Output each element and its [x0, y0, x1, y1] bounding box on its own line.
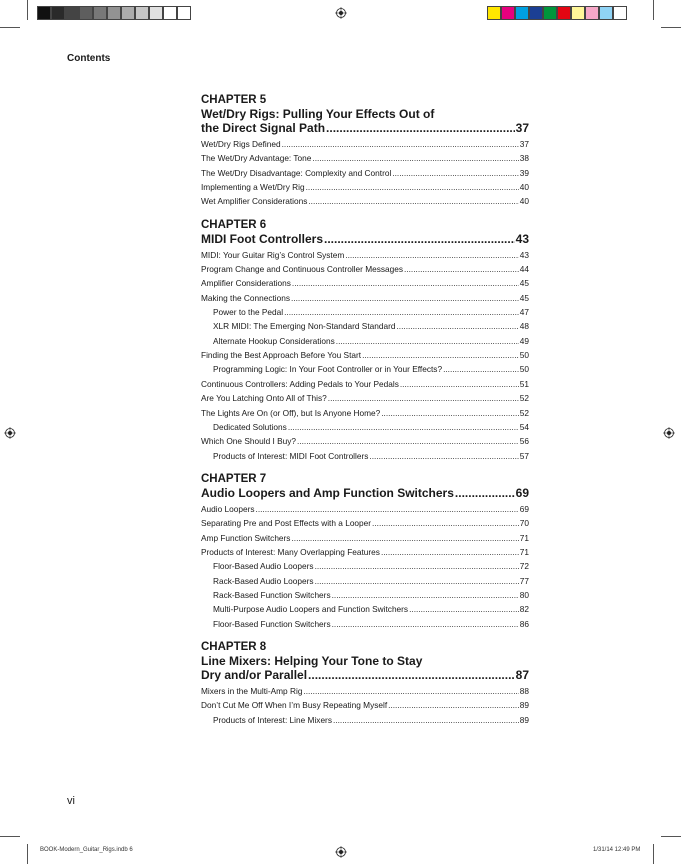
chapter-number: CHAPTER 5	[201, 94, 267, 106]
entry-page-number: 45	[519, 278, 529, 289]
grayscale-color-bar	[37, 6, 191, 20]
entry-title: Continuous Controllers: Adding Pedals to Your Pedals	[201, 378, 399, 389]
entry-page-number: 72	[519, 561, 529, 572]
toc-entry	[201, 502, 529, 516]
dot-leader	[315, 559, 519, 573]
entry-title: XLR MIDI: The Emerging Non-Standard Standard	[213, 321, 396, 332]
color-swatch	[529, 6, 543, 20]
dot-leader	[297, 434, 519, 448]
entry-page-number: 71	[519, 532, 529, 543]
color-swatch	[163, 6, 177, 20]
entry-title: Programming Logic: In Your Foot Controller or in Your Effects?	[213, 364, 443, 375]
toc-entry	[201, 377, 529, 391]
toc-entry	[201, 276, 529, 290]
dot-leader	[306, 180, 519, 194]
toc-entry	[201, 262, 529, 276]
entry-title: Products of Interest: MIDI Foot Controllers	[213, 450, 369, 461]
chapter-block	[201, 218, 529, 463]
dot-leader	[396, 319, 518, 333]
toc-entry	[201, 248, 529, 262]
entry-title: Wet/Dry Rigs Defined	[201, 139, 281, 149]
entry-title: Dedicated Solutions	[213, 421, 287, 432]
toc-entry	[201, 151, 529, 165]
dot-leader	[282, 137, 519, 151]
color-swatch	[599, 6, 613, 20]
entry-title: Power to the Pedal	[213, 307, 284, 318]
entry-title: Floor-Based Function Switchers	[213, 618, 331, 629]
toc-entry	[201, 180, 529, 194]
toc-entry	[201, 449, 529, 463]
color-swatch	[79, 6, 93, 20]
color-swatch	[177, 6, 191, 20]
toc-entry	[201, 516, 529, 530]
toc-entry	[201, 617, 529, 631]
entry-title: Mixers in the Multi-Amp Rig	[201, 685, 303, 696]
entry-title: The Lights Are On (or Off), but Is Anyone Home?	[201, 407, 381, 418]
chapter-block	[201, 472, 529, 631]
entry-title: Wet Amplifier Considerations	[201, 196, 308, 207]
dot-leader	[308, 668, 515, 682]
crop-mark	[27, 844, 28, 864]
dot-leader	[303, 684, 518, 698]
dot-leader	[381, 545, 519, 559]
dot-leader	[288, 420, 519, 434]
toc-entry	[201, 545, 529, 559]
chapter-block	[201, 93, 529, 209]
dot-leader	[291, 531, 518, 545]
entry-title: Separating Pre and Post Effects with a Looper	[201, 518, 372, 529]
entry-page-number: 40	[519, 196, 529, 207]
chapter-page-number: 87	[515, 667, 529, 682]
toc-entry	[201, 684, 529, 698]
running-header: Contents	[67, 53, 111, 64]
chapter-title: Dry and/or Parallel	[201, 667, 308, 682]
color-swatch	[543, 6, 557, 20]
entry-page-number: 69	[519, 503, 529, 514]
color-swatch	[501, 6, 515, 20]
dot-leader	[332, 617, 519, 631]
registration-mark-left-icon	[4, 427, 16, 439]
dot-leader	[284, 305, 519, 319]
entry-title: Program Change and Continuous Controller Messages	[201, 264, 404, 275]
toc-entry	[201, 559, 529, 573]
entry-page-number: 47	[519, 307, 529, 318]
entry-page-number: 89	[519, 714, 529, 725]
chapter-page-number: 69	[515, 485, 529, 500]
chapter-title-entry	[201, 232, 529, 246]
toc-entry	[201, 574, 529, 588]
toc-entry	[201, 698, 529, 712]
color-swatch	[557, 6, 571, 20]
entry-title: Implementing a Wet/Dry Rig	[201, 182, 305, 193]
color-swatch	[515, 6, 529, 20]
entry-page-number: 44	[519, 264, 529, 275]
crop-mark	[0, 27, 20, 28]
dot-leader	[392, 166, 518, 180]
toc-entry	[201, 362, 529, 376]
dot-leader	[362, 348, 519, 362]
color-swatch	[65, 6, 79, 20]
dot-leader	[388, 698, 519, 712]
chapter-number: CHAPTER 8	[201, 640, 267, 653]
dot-leader	[312, 151, 518, 165]
toc-entry	[201, 602, 529, 616]
entry-page-number: 82	[519, 604, 529, 615]
entry-page-number: 88	[519, 685, 529, 696]
entry-page-number: 89	[519, 700, 529, 711]
dot-leader	[404, 262, 519, 276]
dot-leader	[332, 588, 519, 602]
dot-leader	[455, 486, 515, 500]
page-number: vi	[67, 795, 75, 807]
crop-mark	[653, 844, 654, 864]
dot-leader	[381, 406, 519, 420]
entry-page-number: 71	[519, 546, 529, 557]
chapter-title: Audio Loopers and Amp Function Switchers	[201, 485, 454, 500]
chapter-title-entry	[201, 668, 529, 682]
chapter-block	[201, 640, 529, 727]
cmyk-color-bar	[487, 6, 627, 20]
entry-title: Rack-Based Function Switchers	[213, 589, 331, 600]
toc-entry	[201, 334, 529, 348]
entry-title: MIDI: Your Guitar Rig’s Control System	[201, 249, 345, 260]
dot-leader	[326, 121, 515, 135]
toc-entry	[201, 406, 529, 420]
entry-title: Multi-Purpose Audio Loopers and Function Switchers	[213, 604, 409, 615]
entry-title: Don’t Cut Me Off When I’m Busy Repeating Myself	[201, 700, 388, 711]
chapter-title-entry	[201, 121, 529, 135]
entry-page-number: 37	[519, 139, 529, 149]
color-swatch	[585, 6, 599, 20]
dot-leader	[328, 391, 519, 405]
chapter-title-line: Wet/Dry Rigs: Pulling Your Effects Out of	[201, 107, 435, 121]
entry-page-number: 49	[519, 335, 529, 346]
dot-leader	[315, 574, 519, 588]
toc-entry	[201, 137, 529, 151]
toc-entry	[201, 588, 529, 602]
color-swatch	[571, 6, 585, 20]
chapter-page-number: 43	[515, 231, 529, 246]
entry-title: Rack-Based Audio Loopers	[213, 575, 314, 586]
dot-leader	[256, 502, 519, 516]
toc-entry	[201, 305, 529, 319]
color-swatch	[135, 6, 149, 20]
color-swatch	[107, 6, 121, 20]
entry-title: Which One Should I Buy?	[201, 436, 297, 447]
registration-mark-bottom-icon	[335, 846, 347, 858]
dot-leader	[345, 248, 519, 262]
entry-page-number: 54	[519, 421, 529, 432]
entry-page-number: 50	[519, 350, 529, 361]
chapter-title: MIDI Foot Controllers	[201, 231, 323, 246]
dot-leader	[333, 713, 519, 727]
entry-title: Products of Interest: Line Mixers	[213, 714, 332, 725]
crop-mark	[0, 836, 20, 837]
dot-leader	[372, 516, 519, 530]
chapter-number: CHAPTER 7	[201, 472, 267, 485]
slug-timestamp: 1/31/14 12:49 PM	[593, 847, 641, 853]
entry-title: Floor-Based Audio Loopers	[213, 561, 314, 572]
dot-leader	[324, 232, 515, 246]
entry-page-number: 86	[519, 618, 529, 629]
toc-entry	[201, 713, 529, 727]
crop-mark	[653, 0, 654, 20]
toc-entry	[201, 420, 529, 434]
color-swatch	[149, 6, 163, 20]
dot-leader	[443, 362, 519, 376]
entry-page-number: 52	[519, 407, 529, 418]
entry-title: Amplifier Considerations	[201, 278, 291, 289]
entry-title: Amp Function Switchers	[201, 532, 291, 543]
dot-leader	[336, 334, 519, 348]
entry-page-number: 40	[519, 182, 529, 193]
entry-page-number: 52	[519, 393, 529, 404]
entry-title: Are You Latching Onto All of This?	[201, 393, 327, 404]
crop-mark	[27, 0, 28, 20]
entry-page-number: 80	[519, 589, 529, 600]
registration-mark-right-icon	[663, 427, 675, 439]
entry-page-number: 77	[519, 575, 529, 586]
toc-entry	[201, 348, 529, 362]
entry-title: Finding the Best Approach Before You Start	[201, 350, 362, 361]
toc-entry	[201, 194, 529, 208]
color-swatch	[93, 6, 107, 20]
chapter-title: the Direct Signal Path	[201, 121, 326, 135]
chapter-title-line: Line Mixers: Helping Your Tone to Stay	[201, 653, 423, 668]
chapter-page-number: 37	[515, 121, 529, 135]
toc-entry	[201, 531, 529, 545]
color-swatch	[487, 6, 501, 20]
toc-entry	[201, 391, 529, 405]
dot-leader	[400, 377, 519, 391]
toc-entry	[201, 319, 529, 333]
entry-page-number: 50	[519, 364, 529, 375]
toc-entry	[201, 434, 529, 448]
dot-leader	[308, 194, 518, 208]
dot-leader	[409, 602, 519, 616]
entry-title: The Wet/Dry Disadvantage: Complexity and Control	[201, 167, 392, 178]
toc-entry	[201, 291, 529, 305]
entry-title: The Wet/Dry Advantage: Tone	[201, 153, 312, 164]
dot-leader	[292, 276, 519, 290]
entry-title: Alternate Hookup Considerations	[213, 335, 335, 346]
registration-mark-top-icon	[335, 7, 347, 19]
entry-page-number: 43	[519, 249, 529, 260]
table-of-contents	[201, 93, 529, 736]
dot-leader	[369, 449, 518, 463]
chapter-title-entry	[201, 486, 529, 500]
entry-title: Making the Connections	[201, 292, 291, 303]
toc-entry	[201, 166, 529, 180]
entry-title: Audio Loopers	[201, 503, 255, 514]
color-swatch	[121, 6, 135, 20]
entry-page-number: 51	[519, 378, 529, 389]
dot-leader	[291, 291, 519, 305]
slug-filename: BOOK-Modern_Guitar_Rigs.indb 6	[40, 847, 133, 853]
entry-page-number: 57	[519, 450, 529, 461]
color-swatch	[37, 6, 51, 20]
crop-mark	[661, 836, 681, 837]
crop-mark	[661, 27, 681, 28]
entry-page-number: 38	[519, 153, 529, 164]
entry-page-number: 39	[519, 167, 529, 178]
entry-page-number: 48	[519, 321, 529, 332]
entry-page-number: 45	[519, 292, 529, 303]
color-swatch	[51, 6, 65, 20]
entry-page-number: 56	[519, 436, 529, 447]
entry-title: Products of Interest: Many Overlapping Features	[201, 546, 380, 557]
chapter-number: CHAPTER 6	[201, 218, 267, 231]
color-swatch	[613, 6, 627, 20]
entry-page-number: 70	[519, 518, 529, 529]
